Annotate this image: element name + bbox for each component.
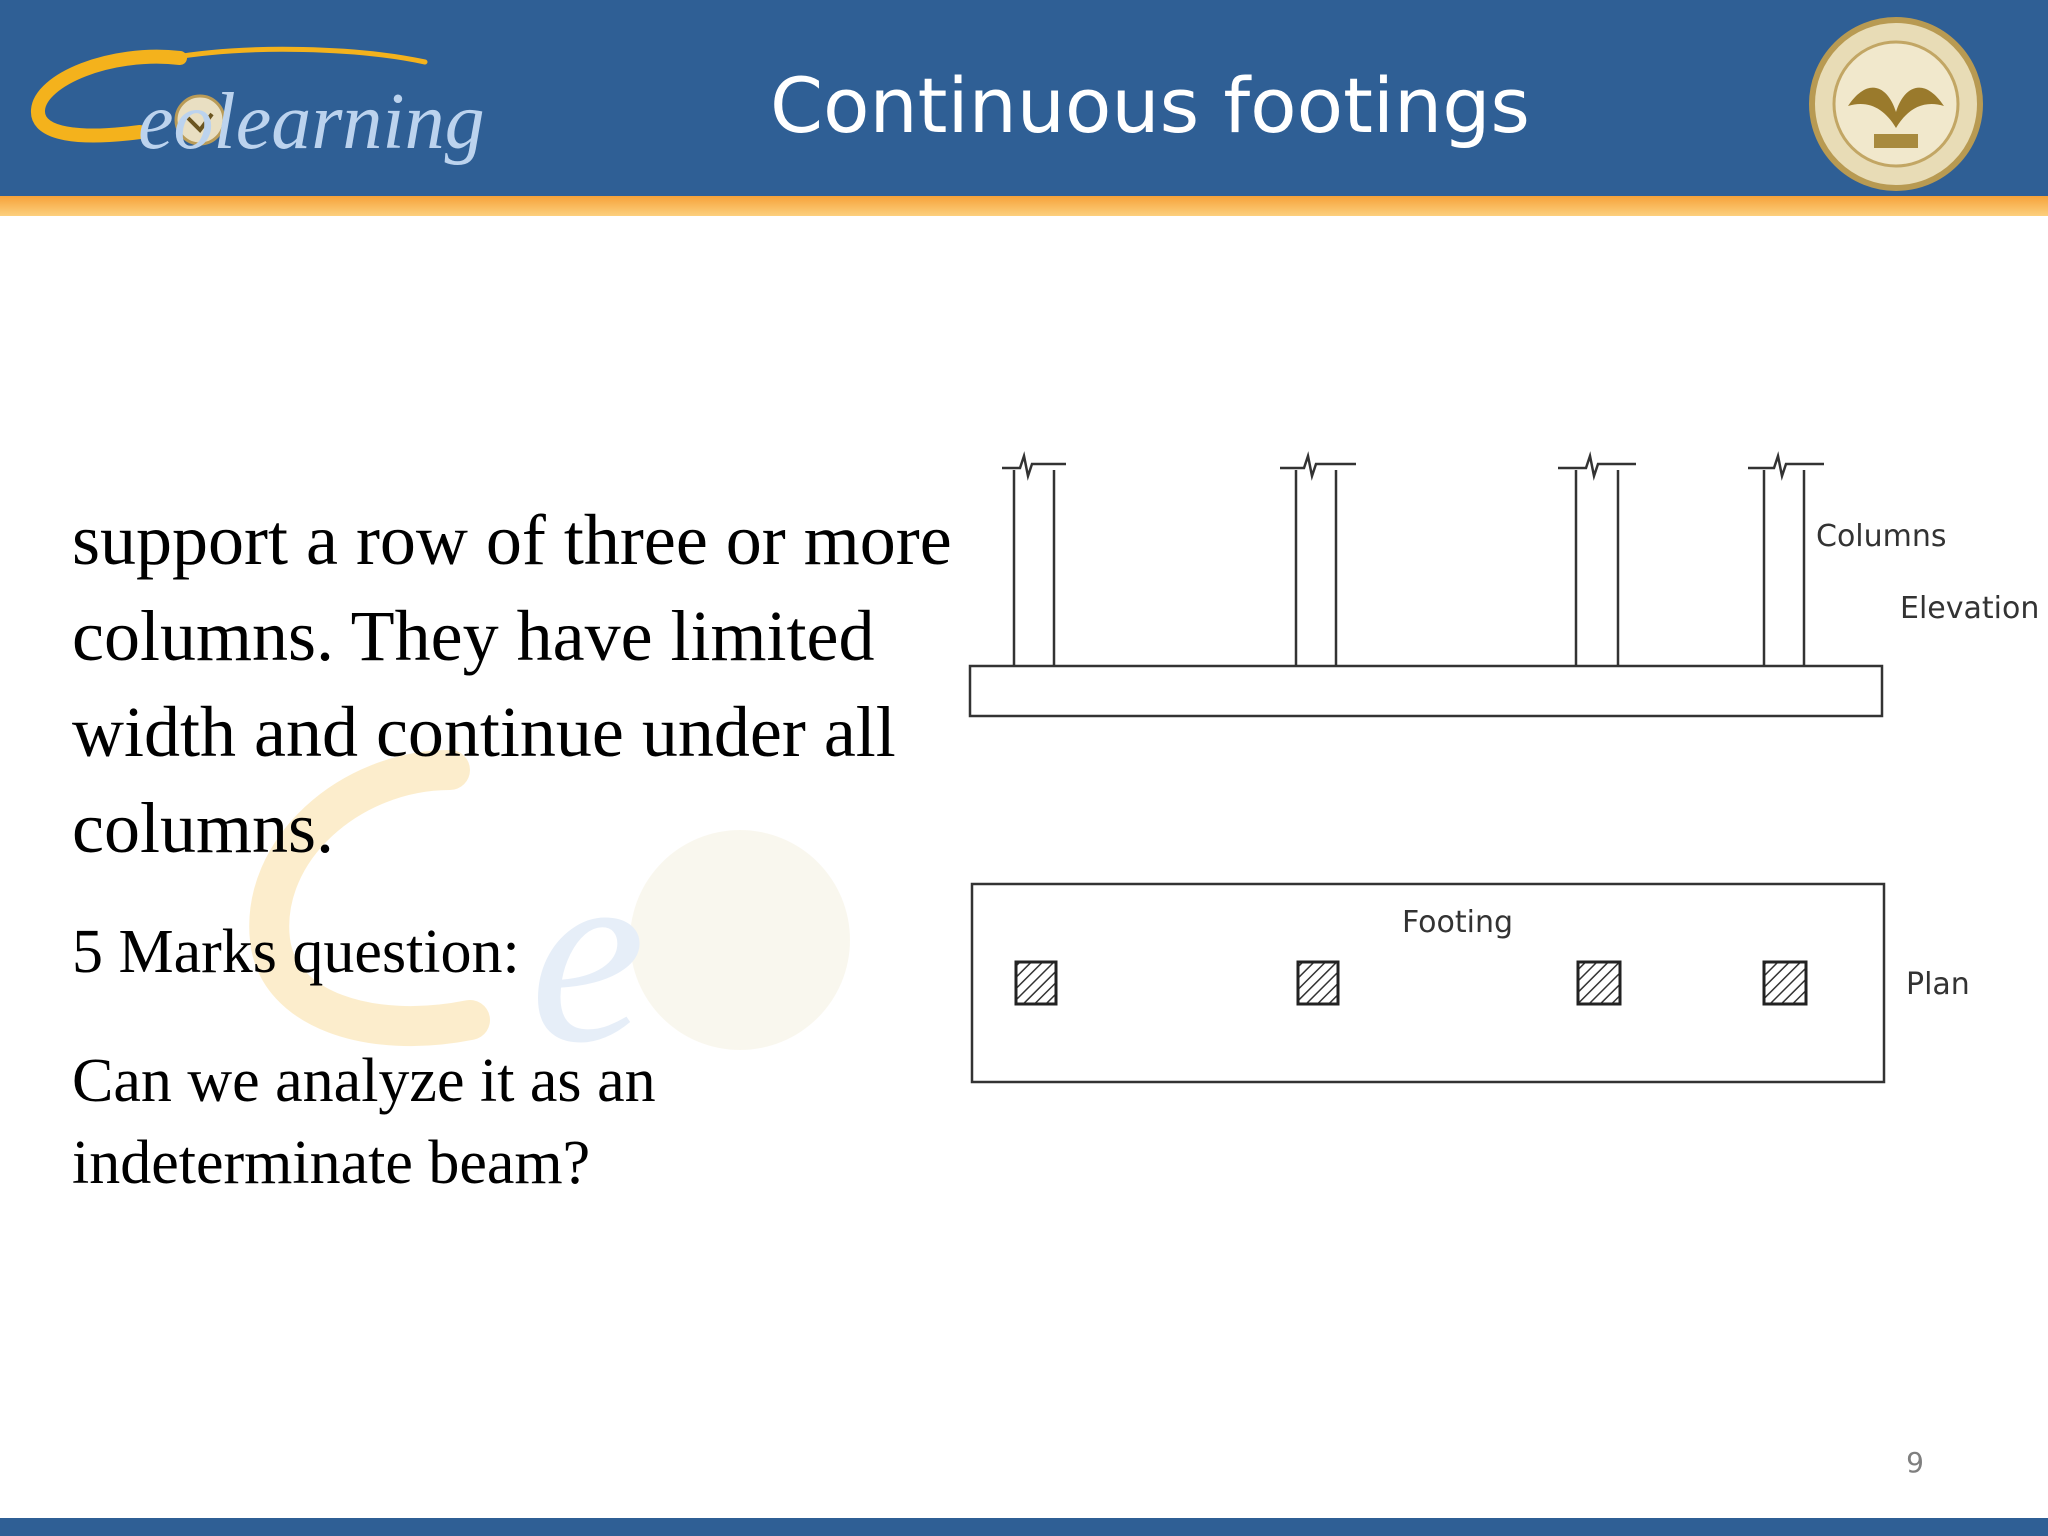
columns-label: Columns — [1816, 519, 1947, 554]
university-seal-icon — [1808, 16, 1984, 192]
elevation-label: Elevation — [1900, 591, 2040, 626]
continuous-footing-diagram — [940, 430, 2048, 1110]
slide-header — [0, 0, 2048, 196]
plan-column-3 — [1578, 962, 1620, 1004]
plan-column-2 — [1298, 962, 1338, 1004]
slide-title: Continuous footings — [769, 61, 1531, 150]
svg-text:e: e — [530, 809, 646, 1080]
elearning-logo — [30, 40, 520, 170]
body-paragraph: support a row of three or more columns. They have limited width and continue under all columns. — [72, 500, 952, 868]
plan-column-1 — [1016, 962, 1056, 1004]
plan-column-4 — [1764, 962, 1806, 1004]
column-1 — [1002, 456, 1066, 666]
column-2 — [1280, 456, 1356, 666]
column-4 — [1748, 456, 1824, 666]
header-accent-stripe — [0, 196, 2048, 216]
svg-text:eolearning: eolearning — [138, 78, 485, 166]
question-text: Can we analyze it as an indeterminate beam? — [72, 1047, 656, 1197]
page-number: 9 — [1906, 1446, 1924, 1479]
column-3 — [1558, 456, 1636, 666]
plan-label: Plan — [1906, 967, 1970, 1002]
footing-label: Footing — [1402, 905, 1514, 940]
question-title: 5 Marks question: — [72, 918, 520, 986]
footing-elevation — [970, 666, 1882, 716]
elevation-view — [970, 456, 1882, 716]
footer-bar — [0, 1518, 2048, 1536]
